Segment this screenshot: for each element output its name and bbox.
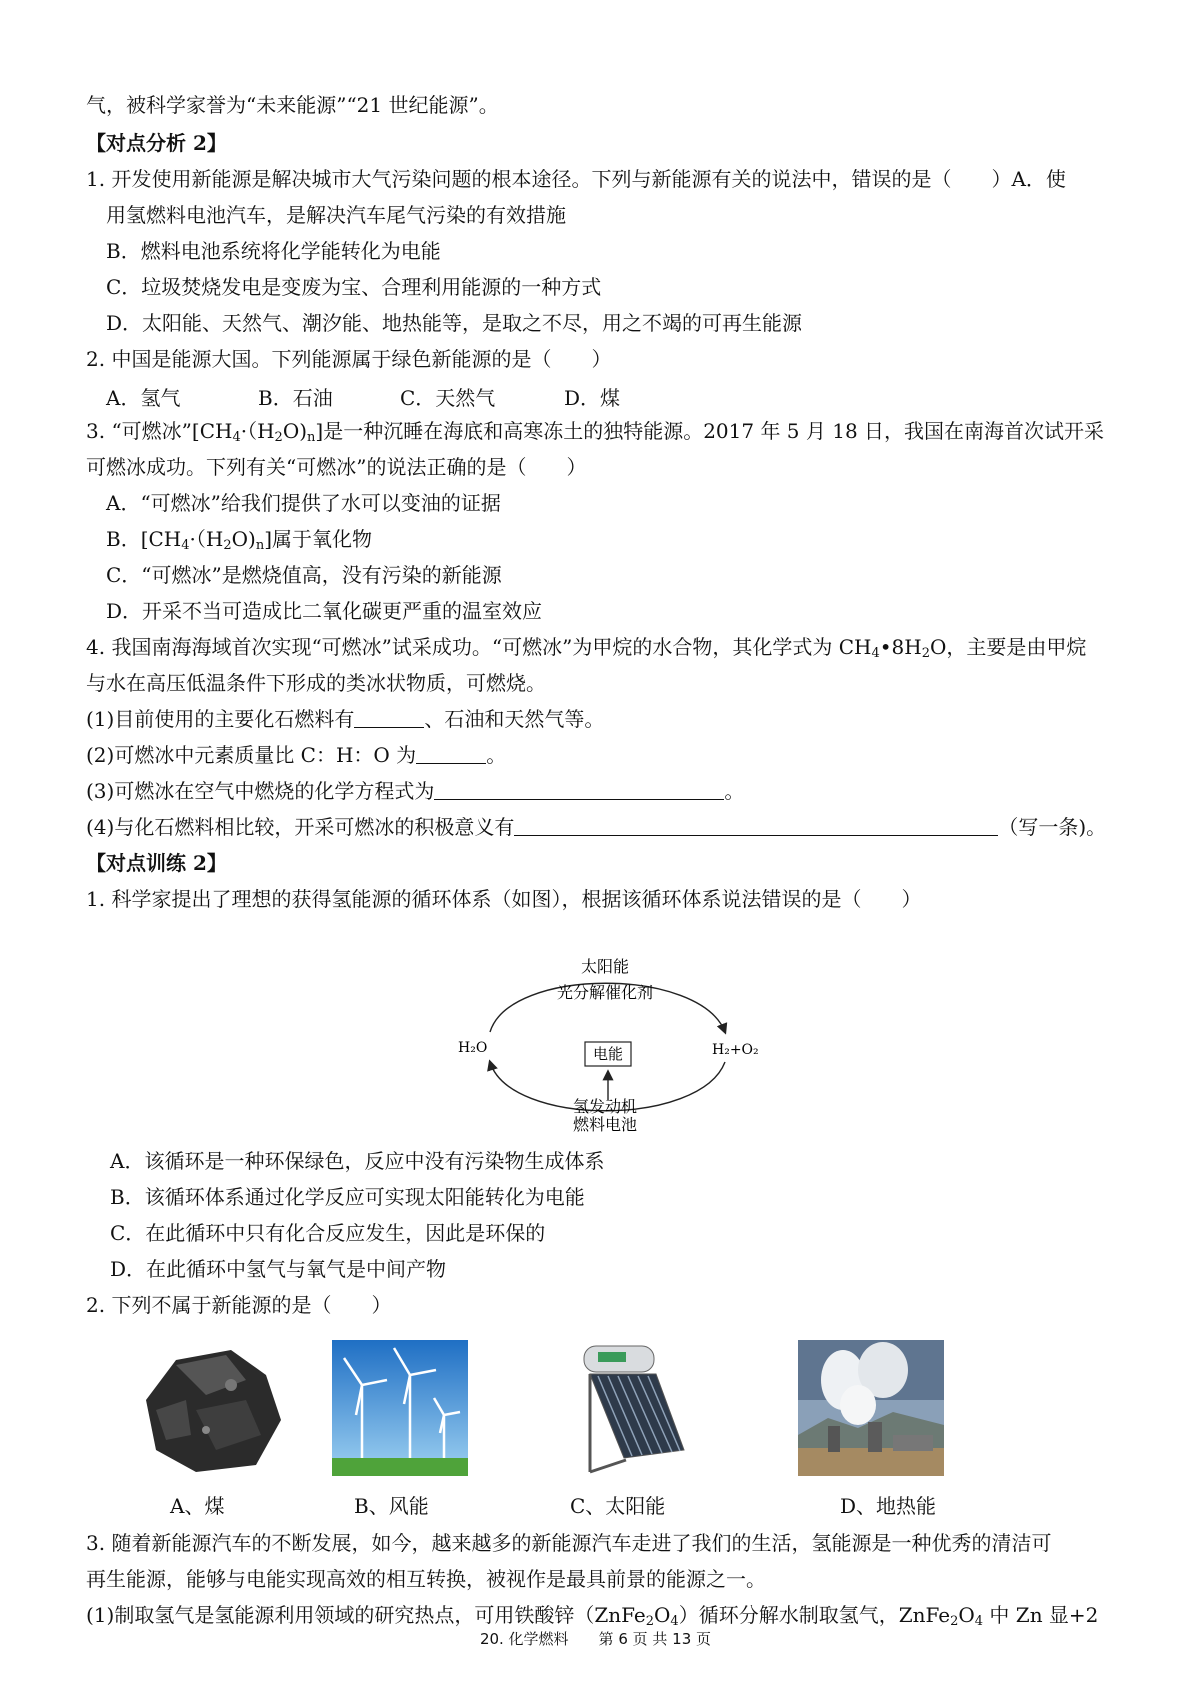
image-caption-c: C、太阳能 — [570, 1494, 666, 1518]
training-question-3-stem: 3. 随着新能源汽车的不断发展，如今，越来越多的新能源汽车走进了我们的生活，氢能源是一种优秀的清洁可 — [86, 1531, 1052, 1555]
question-1-option-b: B．燃料电池系统将化学能转化为电能 — [106, 239, 441, 263]
training-question-1-option-a: A．该循环是一种环保绿色，反应中没有污染物生成体系 — [110, 1149, 605, 1173]
training-question-3-part-1: (1)制取氢气是氢能源利用领域的研究热点，可用铁酸锌$(ZnFe_2O_4)$循环分解水制取氢气，$ZnFe_2O_4$ 中 Zn 显+2 — [86, 1603, 1099, 1629]
question-3-option-c: C．“可燃冰”是燃烧值高，没有污染的新能源 — [106, 563, 502, 587]
question-3-option-a: A．“可燃冰”给我们提供了水可以变油的证据 — [106, 491, 501, 515]
text-line: 气，被科学家誉为“未来能源”“21 世纪能源”。 — [86, 93, 499, 117]
question-3-option-d: D．开采不当可造成比二氧化碳更严重的温室效应 — [106, 599, 543, 623]
training-question-1-option-d: D．在此循环中氢气与氧气是中间产物 — [110, 1257, 447, 1281]
image-caption-d: D、地热能 — [840, 1494, 937, 1518]
wind-turbine-image — [332, 1340, 468, 1476]
coal-image — [136, 1340, 286, 1476]
diagram-label-right: H₂+O₂ — [712, 1042, 759, 1058]
diagram-label-center: 电能 — [592, 1045, 624, 1063]
training-question-1-option-b: B．该循环体系通过化学反应可实现太阳能转化为电能 — [110, 1185, 585, 1209]
training-question-3-stem-cont: 再生能源，能够与电能实现高效的相互转换，被视作是最具前景的能源之一。 — [86, 1567, 766, 1591]
diagram-label-top1: 太阳能 — [580, 957, 630, 976]
question-4-stem-cont: 与水在高压低温条件下形成的类冰状物质，可燃烧。 — [86, 671, 546, 695]
question-1-option-a: 用氢燃料电池汽车，是解决汽车尾气污染的有效措施 — [106, 203, 566, 227]
question-3-stem: 3. “可燃冰$”[CH_4\cdot(H_2O)_n]$是一种沉睡在海底和高寒冻土的独特能源。2017 年 5 月 18 日，我国在南海首次试开采 — [86, 419, 1105, 445]
question-3-option-b: B．$[CH_4\cdot(H_2O)_n]$属于氧化物 — [106, 527, 373, 553]
question-1-option-d: D．太阳能、天然气、潮汐能、地热能等，是取之不尽，用之不竭的可再生能源 — [106, 311, 803, 335]
diagram-label-top2: 光分解催化剂 — [556, 983, 654, 1002]
question-3-stem-cont: 可燃冰成功。下列有关“可燃冰”的说法正确的是（ ） — [86, 455, 587, 479]
solar-heater-image — [576, 1340, 686, 1476]
answer-blank[interactable] — [416, 743, 486, 764]
question-4-part-3: (3)可燃冰在空气中燃烧的化学方程式为 。 — [86, 779, 745, 803]
page-footer: 20. 化学燃料 第 6 页 共 13 页 — [479, 1630, 712, 1648]
question-1-stem: 1. 开发使用新能源是解决城市大气污染问题的根本途径。下列与新能源有关的说法中，错误的是（ ）A．使 — [86, 167, 1066, 191]
training-question-1-option-c: C．在此循环中只有化合反应发生，因此是环保的 — [110, 1221, 546, 1245]
training-question-2-stem: 2. 下列不属于新能源的是（ ） — [86, 1293, 392, 1317]
question-2-option-a: A．氢气 — [106, 386, 181, 410]
question-4-part-4: (4)与化石燃料相比较，开采可燃冰的积极意义有 （写一条)。 — [86, 815, 1107, 839]
training-question-1-stem: 1. 科学家提出了理想的获得氢能源的循环体系（如图），根据该循环体系说法错误的是（ ） — [86, 887, 922, 911]
diagram-label-left: H₂O — [458, 1040, 488, 1056]
image-caption-b: B、风能 — [354, 1494, 429, 1518]
image-caption-a: A、煤 — [170, 1494, 225, 1518]
answer-blank[interactable] — [434, 779, 724, 800]
question-1-option-c: C．垃圾焚烧发电是变废为宝、合理利用能源的一种方式 — [106, 275, 602, 299]
hydrogen-cycle-diagram — [450, 952, 770, 1132]
question-4-part-1: (1)目前使用的主要化石燃料有 、石油和天然气等。 — [86, 707, 605, 731]
question-4-part-2: (2)可燃冰中元素质量比 C：H：O 为 。 — [86, 743, 507, 767]
question-2-stem: 2. 中国是能源大国。下列能源属于绿色新能源的是（ ） — [86, 347, 612, 371]
section-heading: 【对点分析 2】 — [86, 131, 227, 155]
geothermal-plant-image — [798, 1340, 944, 1476]
question-2-option-b: B．石油 — [258, 386, 333, 410]
diagram-label-bottom2: 燃料电池 — [572, 1115, 638, 1132]
question-4-stem: 4. 我国南海海域首次实现“可燃冰”试采成功。“可燃冰”为甲烷的水合物，其化学式为 $CH_4•8H_2O$，主要是由甲烷 — [86, 635, 1087, 661]
answer-blank[interactable] — [514, 815, 998, 836]
diagram-label-bottom1: 氢发动机 — [572, 1097, 638, 1116]
question-2-option-c: C．天然气 — [400, 386, 496, 410]
answer-blank[interactable] — [354, 707, 424, 728]
section-heading: 【对点训练 2】 — [86, 851, 227, 875]
question-2-option-d: D．煤 — [564, 386, 621, 410]
